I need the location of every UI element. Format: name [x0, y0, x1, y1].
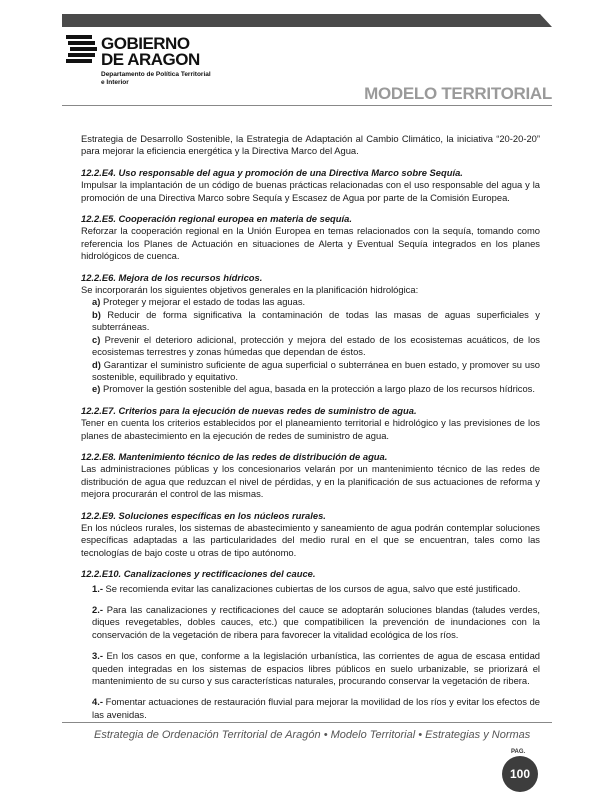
list-item-label: e) — [92, 383, 101, 395]
section-heading: 12.2.E10. Canalizaciones y rectificaciones del cauce. — [81, 568, 316, 580]
section-body: Tener en cuenta los criterios establecidos por el planeamiento territorial e hidrológico y las previsiones de los planes de abastecimiento en la ejecución de redes de suministro de agua. — [81, 417, 540, 441]
logo-line1: GOBIERNO — [101, 34, 190, 53]
title-divider — [62, 105, 552, 106]
section-heading: 12.2.E4. Uso responsable del agua y promoción de una Directiva Marco sobre Sequía. — [81, 166, 463, 178]
list-item — [81, 334, 540, 359]
list-item — [81, 296, 540, 308]
list-item-label: b) — [92, 308, 101, 320]
numbered-item-text: Para las canalizaciones y rectificaciones del cauce se adoptarán soluciones blandas (taludes verdes, diques revegetables, dobles cauces, etc.) que compatibilicen la prevención de inundaciones con la conservación de la vegetación de ribera para favorecer la vitalidad ecológica de los ríos. — [92, 604, 540, 640]
numbered-item-label: 2.- — [92, 604, 103, 615]
list-item-text: Proteger y mejorar el estado de todas las aguas. — [100, 296, 306, 308]
section-body: Se incorporarán los siguientes objetivos generales en la planificación hidrológica: — [81, 284, 419, 296]
list-item — [81, 309, 540, 334]
section-e6 — [81, 272, 540, 396]
section-body: Reforzar la cooperación regional en la Unión Europea en temas relacionados con la sequía, tomando como referencia los Planes de Actuación en situaciones de Alerta y Eventual Sequía integrados en los planes hidrológicos de cuenca. — [81, 225, 540, 262]
logo-department — [101, 71, 211, 86]
list-item-label: c) — [92, 333, 101, 345]
header-bar-notch — [540, 14, 552, 27]
section-body: En los núcleos rurales, los sistemas de abastecimiento y saneamiento de agua podrán contemplar soluciones específicas adaptadas a las particularidades del medio rural en el que se encuentran, tales como las tecnologías de bajo coste u otras de tipo autónomo. — [81, 521, 540, 558]
numbered-item — [81, 583, 540, 595]
section-title: MODELO TERRITORIAL — [364, 84, 552, 103]
section-heading: 12.2.E6. Mejora de los recursos hídricos. — [81, 271, 263, 283]
section-e10 — [81, 568, 540, 580]
numbered-item-text: En los casos en que, conforme a la legislación urbanística, las corrientes de agua de escasa entidad queden integradas en los sistemas de espacios libres públicos en suelo urbanizable, se priorizará el mantenimiento de su curso y sus características naturales, procurando conservar la vegetación de ribera. — [92, 650, 540, 687]
numbered-item-label: 3.- — [92, 650, 103, 662]
document-body — [81, 133, 540, 730]
list-item-text: Reducir de forma significativa la contaminación de todas las masas de aguas superficiales y subterráneas. — [92, 308, 540, 333]
section-heading: 12.2.E7. Criterios para la ejecución de nuevas redes de suministro de agua. — [81, 404, 417, 416]
section-heading: 12.2.E8. Mantenimiento técnico de las redes de distribución de agua. — [81, 450, 388, 462]
section-body: Impulsar la implantación de un código de buenas prácticas relacionadas con el uso responsable del agua y la promoción de una Directiva Marco sobre Sequía y Escasez de Agua por parte de la Comisión Europea. — [81, 179, 540, 203]
section-heading: 12.2.E9. Soluciones específicas en los núcleos rurales. — [81, 509, 326, 521]
list-item-text: Prevenir el deterioro adicional, protección y mejora del estado de los ecosistemas acuáticos, de los ecosistemas terrestres y zonas húmedas que dependan de éstos. — [92, 333, 540, 358]
intro-paragraph: Estrategia de Desarrollo Sostenible, la Estrategia de Adaptación al Cambio Climático, la iniciativa “20-20-20” para mejorar la eficiencia energética y la Directiva Marco del Agua. — [81, 133, 540, 157]
list-item-label: d) — [92, 358, 101, 370]
list-item-text: Garantizar el suministro suficiente de agua superficial o subterránea en buen estado, y promover su uso sostenible, equilibrado y equitativo. — [92, 358, 540, 382]
section-e7 — [81, 405, 540, 442]
section-e4 — [81, 167, 540, 204]
numbered-item-label: 4.- — [92, 696, 103, 708]
aragon-emblem-icon — [66, 34, 98, 68]
section-e5 — [81, 213, 540, 263]
numbered-item-text: Fomentar actuaciones de restauración fluvial para mejorar la movilidad de los ríos y evitar los efectos de las avenidas. — [92, 696, 540, 720]
footer-divider — [62, 722, 552, 723]
numbered-item-label: 1.- — [92, 582, 103, 594]
footer-text: Estrategia de Ordenación Territorial de Aragón • Modelo Territorial • Estrategias y Normas — [94, 729, 531, 741]
logo-line2: DE ARAGON — [101, 50, 200, 69]
logo-sub1: Departamento de Política Territorial — [101, 71, 211, 78]
gobierno-aragon-logo — [66, 34, 236, 94]
numbered-item — [81, 650, 540, 687]
numbered-item — [81, 604, 540, 641]
numbered-item — [81, 696, 540, 721]
page-label: PAG. — [511, 749, 526, 755]
section-e9 — [81, 510, 540, 560]
section-heading: 12.2.E5. Cooperación regional europea en materia de sequía. — [81, 213, 352, 225]
header-bar — [62, 14, 552, 27]
section-e8 — [81, 451, 540, 501]
page-number: 100 — [502, 756, 538, 792]
logo-sub2: e Interior — [101, 78, 129, 86]
section-body: Las administraciones públicas y los concesionarios velarán por un mantenimiento técnico de las redes de distribución de agua que reduzcan el nivel de pérdidas, y en la planificación de sus actuaciones de reforma y mejora procurarán el control de las mismas. — [81, 463, 540, 500]
list-item-text: Promover la gestión sostenible del agua, basada en la protección a largo plazo de los recursos hídricos. — [100, 383, 535, 395]
list-item — [81, 383, 540, 395]
list-item-label: a) — [92, 296, 101, 308]
numbered-item-text: Se recomienda evitar las canalizaciones cubiertas de los cursos de agua, salvo que esté justificado. — [102, 582, 521, 594]
list-item — [81, 359, 540, 384]
